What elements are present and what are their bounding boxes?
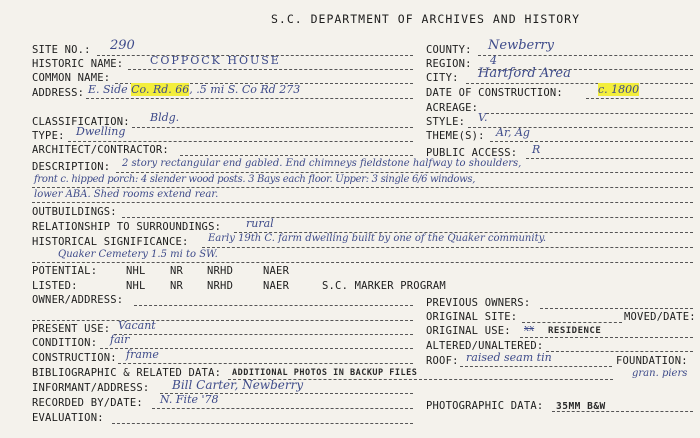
listed-naer: NAER bbox=[263, 280, 290, 292]
county-label: COUNTY: bbox=[426, 44, 472, 56]
city-label: CITY: bbox=[426, 72, 459, 84]
present-use-line bbox=[114, 334, 413, 335]
city-value: Hartford Area bbox=[478, 66, 571, 81]
county-line bbox=[478, 55, 693, 56]
recorded-by-label: RECORDED BY/DATE: bbox=[32, 397, 143, 409]
original-use-label: ORIGINAL USE: bbox=[426, 325, 511, 337]
description-line-3-rule bbox=[32, 202, 693, 203]
original-use-value: RESIDENCE bbox=[548, 326, 602, 336]
date-construction-label: DATE OF CONSTRUCTION: bbox=[426, 87, 563, 99]
date-construction-line bbox=[586, 98, 693, 99]
evaluation-label: EVALUATION: bbox=[32, 412, 104, 424]
moved-date-label: MOVED/DATE: bbox=[624, 311, 696, 323]
recorded-by-value: N. Fite '78 bbox=[160, 393, 219, 406]
photographic-value: 35MM B&W bbox=[556, 401, 606, 412]
potential-nrhd: NRHD bbox=[207, 265, 234, 277]
public-access-label: PUBLIC ACCESS: bbox=[426, 147, 518, 159]
description-label: DESCRIPTION: bbox=[32, 161, 111, 173]
classification-label: CLASSIFICATION: bbox=[32, 116, 130, 128]
present-use-label: PRESENT USE: bbox=[32, 323, 111, 335]
acreage-label: ACREAGE: bbox=[426, 102, 479, 114]
bibliographic-label: BIBLIOGRAPHIC & RELATED DATA: bbox=[32, 367, 222, 379]
historic-name-line bbox=[128, 69, 413, 70]
listed-nr: NR bbox=[170, 280, 184, 292]
style-value: V. bbox=[478, 111, 488, 124]
bibliographic-value: ADDITIONAL PHOTOS IN BACKUP FILES bbox=[232, 368, 418, 378]
acreage-line bbox=[486, 113, 693, 114]
owner-line bbox=[134, 305, 413, 306]
listed-label: LISTED: bbox=[32, 280, 78, 292]
altered-line bbox=[546, 351, 693, 352]
description-line-2-rule bbox=[32, 187, 693, 188]
potential-label: POTENTIAL: bbox=[32, 265, 98, 277]
date-construction-value: c. 1800 bbox=[598, 83, 640, 96]
photographic-line bbox=[552, 411, 693, 412]
recorded-by-line bbox=[152, 408, 413, 409]
address-label: ADDRESS: bbox=[32, 87, 85, 99]
construction-line bbox=[118, 363, 413, 364]
historical-significance-label: HISTORICAL SIGNIFICANCE: bbox=[32, 236, 189, 248]
original-site-label: ORIGINAL SITE: bbox=[426, 311, 518, 323]
historic-name-label: HISTORIC NAME: bbox=[32, 58, 124, 70]
altered-label: ALTERED/UNALTERED: bbox=[426, 340, 544, 352]
original-use-line bbox=[520, 337, 693, 338]
outbuildings-line bbox=[122, 217, 693, 218]
previous-owners-line bbox=[540, 308, 693, 309]
city-line bbox=[466, 83, 693, 84]
architect-label: ARCHITECT/CONTRACTOR: bbox=[32, 144, 169, 156]
condition-value: fair bbox=[110, 333, 130, 346]
roof-value: raised seam tin bbox=[466, 351, 552, 364]
architect-line bbox=[180, 155, 413, 156]
public-access-value: R bbox=[532, 143, 541, 156]
county-value: Newberry bbox=[488, 38, 554, 53]
type-value: Dwelling bbox=[76, 125, 126, 138]
public-access-line bbox=[526, 158, 693, 159]
relationship-label: RELATIONSHIP TO SURROUNDINGS: bbox=[32, 221, 222, 233]
listed-nhl: NHL bbox=[126, 280, 146, 292]
themes-line bbox=[490, 141, 693, 142]
style-label: STYLE: bbox=[426, 116, 466, 128]
description-line-3: lower ABA. Shed rooms extend rear. bbox=[34, 189, 219, 200]
construction-value: frame bbox=[126, 348, 159, 361]
address-value: E. Side Co. Rd. 66, .5 mi S. Co Rd 273 bbox=[88, 83, 301, 96]
page-title: S.C. DEPARTMENT OF ARCHIVES AND HISTORY bbox=[271, 12, 581, 26]
present-use-value: Vacant bbox=[118, 319, 156, 332]
foundation-value: gran. piers bbox=[632, 368, 688, 379]
site-no-value: 290 bbox=[110, 38, 135, 53]
classification-line bbox=[132, 127, 413, 128]
themes-value: Ar, Ag bbox=[496, 126, 530, 139]
region-label: REGION: bbox=[426, 58, 472, 70]
informant-value: Bill Carter, Newberry bbox=[172, 378, 304, 392]
photographic-label: PHOTOGRAPHIC DATA: bbox=[426, 400, 544, 412]
original-site-line bbox=[522, 322, 622, 323]
condition-label: CONDITION: bbox=[32, 337, 98, 349]
historical-significance-line-1: Early 19th C. farm dwelling built by one of the Quaker community. bbox=[208, 233, 547, 244]
historic-name-value: COPPOCK HOUSE bbox=[150, 54, 281, 67]
original-use-struck: xx bbox=[524, 324, 535, 334]
site-no-label: SITE NO.: bbox=[32, 44, 91, 56]
potential-nr: NR bbox=[170, 265, 184, 277]
themes-label: THEME(S): bbox=[426, 130, 485, 142]
roof-label: ROOF: bbox=[426, 355, 459, 367]
historical-significance-line-2: Quaker Cemetery 1.5 mi to SW. bbox=[58, 249, 218, 260]
classification-value: Bldg. bbox=[150, 111, 180, 124]
historical-significance-line-1-rule bbox=[202, 247, 693, 248]
relationship-value: rural bbox=[246, 217, 274, 230]
historical-significance-line-2-rule bbox=[32, 262, 693, 263]
foundation-label: FOUNDATION: bbox=[616, 355, 688, 367]
listed-nrhd: NRHD bbox=[207, 280, 234, 292]
type-line bbox=[68, 141, 413, 142]
owner-line-2 bbox=[32, 320, 413, 321]
evaluation-line bbox=[112, 423, 413, 424]
description-line-1: 2 story rectangular end gabled. End chimneys fieldstone halfway to shoulders, bbox=[122, 158, 522, 169]
previous-owners-label: PREVIOUS OWNERS: bbox=[426, 297, 531, 309]
owner-label: OWNER/ADDRESS: bbox=[32, 294, 124, 306]
informant-label: INFORMANT/ADDRESS: bbox=[32, 382, 150, 394]
potential-naer: NAER bbox=[263, 265, 290, 277]
description-line-2: front c. hipped porch: 4 slender wood posts. 3 Bays each floor. Upper: 3 single 6/6 windows, bbox=[34, 174, 476, 185]
construction-label: CONSTRUCTION: bbox=[32, 352, 117, 364]
potential-nhl: NHL bbox=[126, 265, 146, 277]
type-label: TYPE: bbox=[32, 130, 65, 142]
marker-program-label: S.C. MARKER PROGRAM bbox=[322, 280, 446, 292]
description-line-1-rule bbox=[116, 172, 693, 173]
common-name-label: COMMON NAME: bbox=[32, 72, 111, 84]
region-value: 4 bbox=[490, 54, 497, 67]
address-line bbox=[86, 98, 413, 99]
roof-line bbox=[460, 366, 612, 367]
outbuildings-label: OUTBUILDINGS: bbox=[32, 206, 117, 218]
